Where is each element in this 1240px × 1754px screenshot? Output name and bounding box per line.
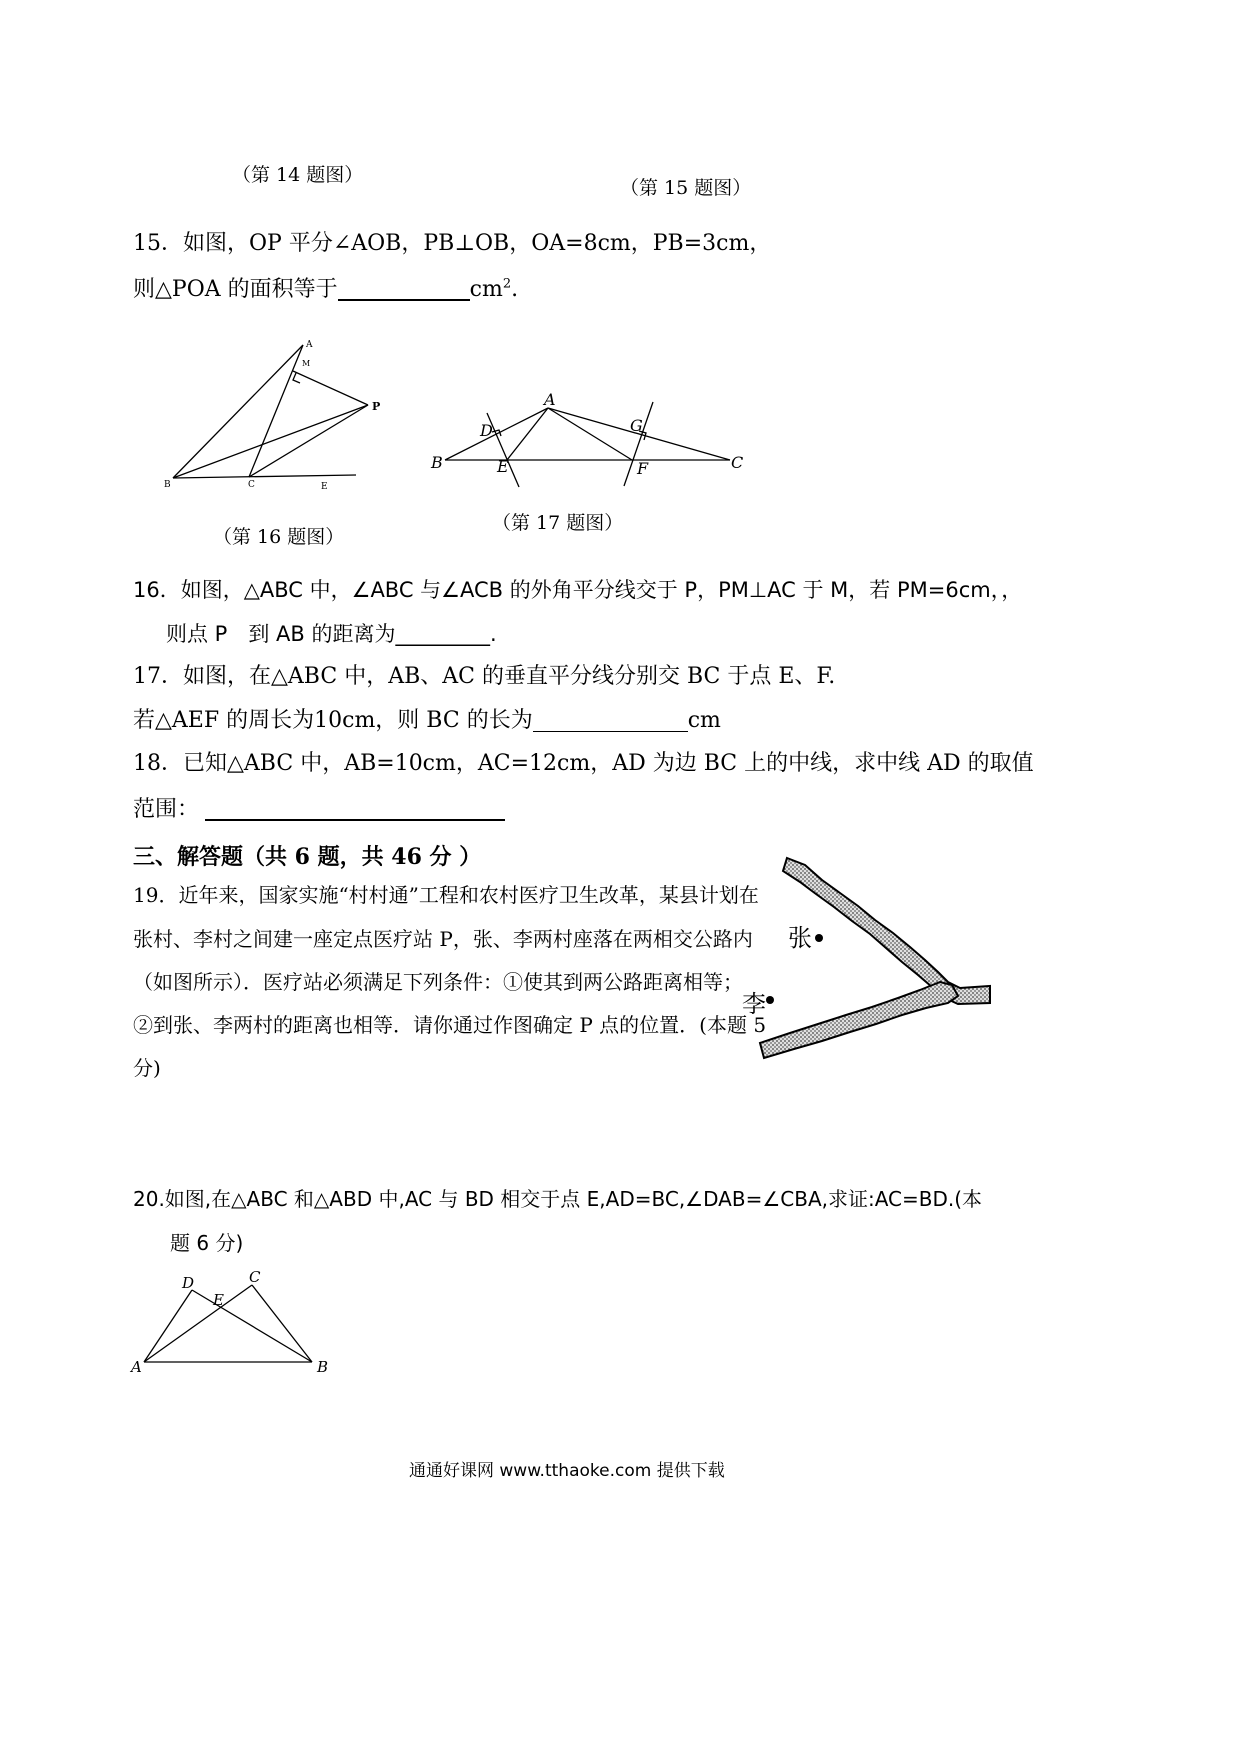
fig17-label-c: C (731, 453, 744, 472)
q17-line2-text: 若△AEF 的周长为10cm，则 BC 的长为 (133, 708, 533, 733)
q15-line1: 15．如图，OP 平分∠AOB，PB⊥OB，OA=8cm，PB=3cm， (133, 231, 772, 256)
q20-line2: 题 6 分) (170, 1231, 244, 1255)
caption-fig15: （第 15 题图） (620, 177, 752, 199)
q19-line4: ②到张、李两村的距离也相等．请你通过作图确定 P 点的位置．(本题 5 (133, 1013, 767, 1037)
q15-unit: cm (469, 277, 503, 302)
caption-fig16: （第 16 题图） (213, 526, 345, 548)
q19-line5: 分) (133, 1056, 161, 1080)
q18-line1: 18．已知△ABC 中，AB=10cm，AC=12cm，AD 为边 BC 上的中线，求中线 AD 的取值 (133, 751, 1034, 776)
q18-line2 (133, 797, 505, 821)
fig16-label-e: E (321, 482, 328, 492)
fig20-label-a: A (131, 1358, 142, 1376)
q17-unit: cm (687, 708, 721, 733)
figure-20 (125, 1265, 335, 1380)
fig16-label-b: B (164, 480, 171, 490)
q16-line2: 则点 P 到 AB 的距离为_________. (166, 622, 497, 646)
fig16-label-p: P (372, 400, 381, 413)
fig17-label-b: B (431, 453, 443, 472)
figure-19-roads (742, 848, 995, 1068)
q15-line2-text: 则△POA 的面积等于 (133, 277, 338, 302)
q15-line2 (133, 277, 518, 301)
fig17-label-a: A (544, 390, 556, 409)
q17-line2 (133, 710, 721, 732)
q15-unit-sup: 2 (502, 276, 512, 292)
fig20-label-b: B (317, 1358, 329, 1376)
fig16-label-c: C (248, 480, 255, 490)
village-zhang-label: 张 (788, 924, 812, 952)
figure-16 (160, 335, 381, 500)
q17-answer-blank[interactable] (533, 711, 688, 732)
section-3-heading: 三、解答题（共 6 题，共 46 分 ） (133, 844, 482, 870)
fig20-label-c: C (249, 1268, 261, 1286)
fig16-label-a: A (306, 340, 313, 350)
village-zhang-dot (815, 934, 823, 942)
road-upper (783, 858, 990, 1004)
village-li-dot (766, 996, 774, 1004)
caption-fig17: （第 17 题图） (492, 512, 624, 534)
q20-line1: 20.如图,在△ABC 和△ABD 中,AC 与 BD 相交于点 E,AD=BC,∠DAB=∠CBA,求证:AC=BD.(本 (133, 1187, 983, 1211)
fig17-label-d: D (480, 421, 493, 440)
q18-line2-text: 范围： (133, 797, 200, 822)
fig17-label-f: F (637, 459, 649, 478)
figure-17 (425, 390, 745, 490)
fig16-label-m: M (302, 359, 311, 368)
village-li-label: 李 (742, 990, 766, 1018)
footer-source: 通通好课网 www.tthaoke.com 提供下载 (409, 1461, 725, 1481)
q16-line1: 16．如图，△ABC 中，∠ABC 与∠ACB 的外角平分线交于 P，PM⊥AC 于 M，若 PM=6cm，， (133, 578, 1023, 602)
fig17-label-e: E (497, 457, 509, 476)
road-lower (760, 982, 958, 1058)
caption-fig14: （第 14 题图） (232, 164, 364, 186)
fig17-label-g: G (630, 416, 643, 435)
q15-end: . (511, 277, 519, 302)
q18-answer-blank[interactable] (205, 797, 505, 821)
q15-answer-blank[interactable] (338, 277, 470, 301)
q19-line3: （如图所示）．医疗站必须满足下列条件：①使其到两公路距离相等； (133, 970, 743, 994)
fig20-label-e: E (213, 1291, 224, 1309)
q19-line2: 张村、李村之间建一座定点医疗站 P，张、李两村座落在两相交公路内 (133, 927, 753, 951)
q19-line1: 19．近年来，国家实施“村村通”工程和农村医疗卫生改革，某县计划在 (133, 883, 759, 907)
q17-line1: 17．如图，在△ABC 中，AB、AC 的垂直平分线分别交 BC 于点 E、F. (133, 664, 836, 689)
fig20-label-d: D (182, 1274, 195, 1292)
